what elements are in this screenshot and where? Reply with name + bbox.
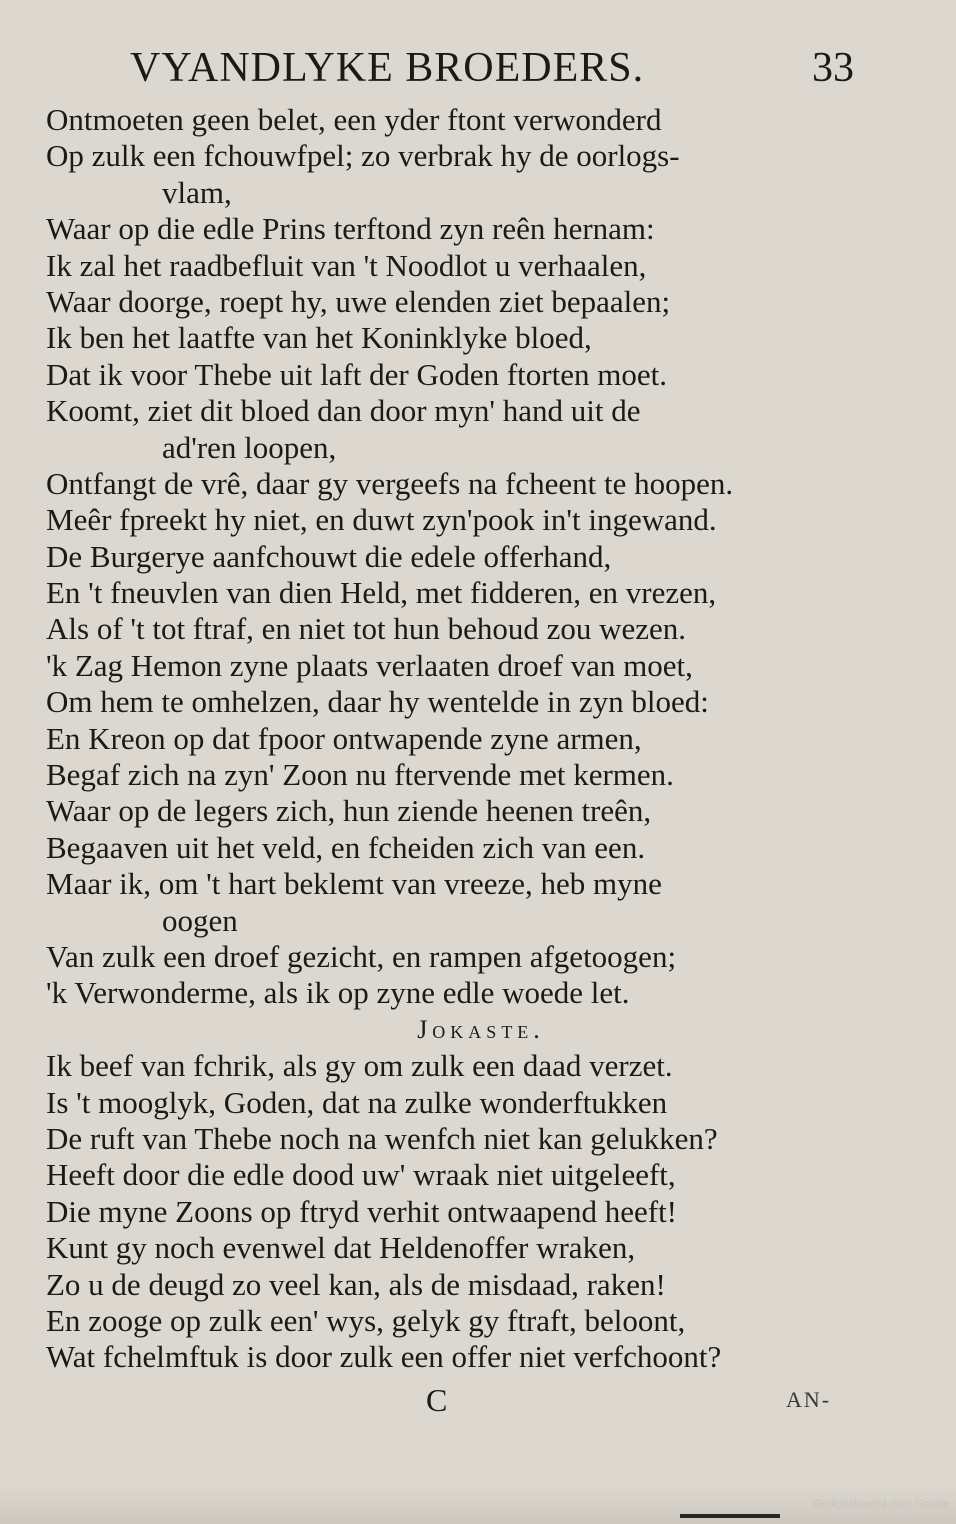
speaker-name: Jokaste. [417,1014,545,1044]
verse-line-continuation: oogen [162,902,238,938]
verse-line: Waar op de legers zich, hun ziende heenen treên, [46,793,652,829]
page-number: 33 [812,45,854,91]
verse-line: Begaaven uit het veld, en fcheiden zich van een. [46,829,646,865]
verse-line: En zooge op zulk een' wys, gelyk gy ftraft, beloont, [46,1302,686,1338]
verse-line: Ik beef van fchrik, als gy om zulk een daad verzet. [46,1048,673,1084]
verse-line: En Kreon op dat fpoor ontwapende zyne armen, [46,720,642,756]
verse-line: Kunt gy noch evenwel dat Heldenoffer wraken, [46,1230,636,1266]
verse-line-continuation: vlam, [162,174,232,210]
verse-line: Dat ik voor Thebe uit laft der Goden ftorten moet. [46,356,667,392]
verse-line: Op zulk een fchouwfpel; zo verbrak hy de oorlogs- [46,138,680,174]
running-title: VYANDLYKE BROEDERS. [130,45,645,91]
verse-line: Koomt, ziet dit bloed dan door myn' hand uit de [46,393,641,429]
verse-line: Meêr fpreekt hy niet, en duwt zyn'pook in't ingewand. [46,502,717,538]
verse-line: 'k Zag Hemon zyne plaats verlaaten droef van moet, [46,647,693,683]
verse-line: Is 't mooglyk, Goden, dat na zulke wonderftukken [46,1084,668,1120]
verse-line: Waar op die edle Prins terftond zyn reên hernam: [46,211,655,247]
signature-mark: C [426,1382,448,1418]
verse-line: Als of 't tot ftraf, en niet tot hun behoud zou wezen. [46,611,687,647]
verse-line: 'k Verwonderme, als ik op zyne edle woede let. [46,975,630,1011]
verse-line: De ruft van Thebe noch na wenfch niet kan gelukken? [46,1120,718,1156]
bottom-rule [680,1514,780,1518]
verse-line: Ontfangt de vrê, daar gy vergeefs na fcheent te hoopen. [46,465,734,501]
verse-line: Van zulk een droef gezicht, en rampen afgetoogen; [46,938,677,974]
verse-line: Zo u de deugd zo veel kan, als de misdaad, raken! [46,1266,666,1302]
catchword: AN- [786,1387,832,1412]
verse-line: Begaf zich na zyn' Zoon nu ftervende met kermen. [46,757,674,793]
verse-line: Die myne Zoons op ftryd verhit ontwaapend heeft! [46,1193,678,1229]
verse-line: Ik ben het laatfte van het Koninklyke bloed, [46,320,592,356]
verse-line: De Burgerye aanfchouwt die edele offerhand, [46,538,612,574]
verse-line-continuation: ad'ren loopen, [162,429,337,465]
verse-line: Wat fchelmftuk is door zulk een offer niet verfchoont? [46,1339,722,1375]
verse-line: Om hem te omhelzen, daar hy wentelde in zyn bloed: [46,684,709,720]
verse-line: Ik zal het raadbefluit van 't Noodlot u verhaalen, [46,247,647,283]
verse-line: En 't fneuvlen van dien Held, met fidderen, en vrezen, [46,575,717,611]
verse-line: Maar ik, om 't hart beklemt van vreeze, heb myne [46,866,662,902]
verse-line: Heeft door die edle dood uw' wraak niet uitgeleeft, [46,1157,676,1193]
running-head [0,38,956,98]
verse-line: Waar doorge, roept hy, uwe elenden ziet bepaalen; [46,283,671,319]
verse-line: Ontmoeten geen belet, een yder ftont verwonderd [46,102,662,137]
digitization-watermark: Gedigitaliseerd door Google [813,1498,950,1510]
verse-block [46,102,886,1376]
